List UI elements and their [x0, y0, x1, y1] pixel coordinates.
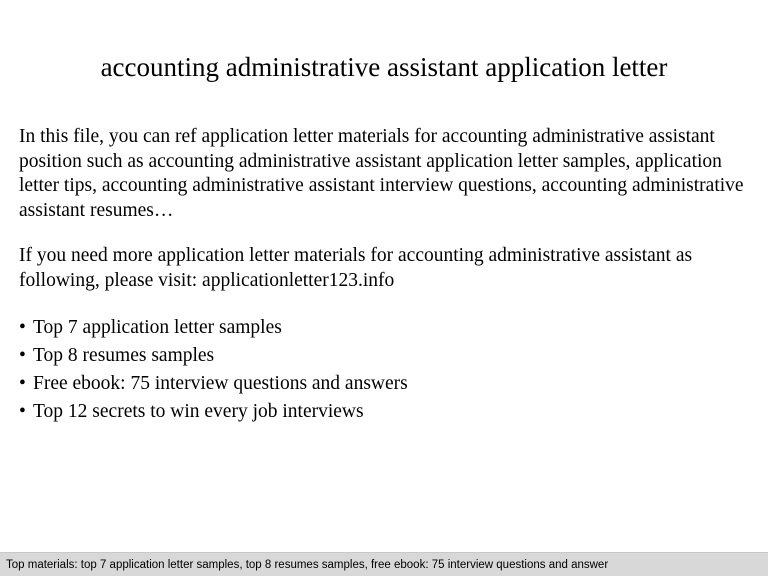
list-item-text: Free ebook: 75 interview questions and answers: [33, 373, 408, 394]
bullet-icon: •: [19, 401, 26, 422]
footer-bar: Top materials: top 7 application letter samples, top 8 resumes samples, free ebook: 75 interview questions and answer: [0, 552, 768, 576]
bullet-icon: •: [19, 317, 26, 338]
intro-paragraph: In this file, you can ref application letter materials for accounting administrative assistant position such as accounting administrative assistant application letter samples, application letter tips, accounting administrative assistant interview questions, accounting administrative assistant resumes…: [19, 126, 744, 221]
list-item-text: Top 8 resumes samples: [33, 345, 215, 366]
list-item: [19, 342, 408, 370]
list-item: [19, 370, 408, 398]
list-item-text: Top 7 application letter samples: [33, 317, 282, 338]
list-item: [19, 398, 408, 426]
list-item-text: Top 12 secrets to win every job interviews: [33, 401, 364, 422]
list-item: [19, 314, 408, 342]
visit-paragraph: If you need more application letter materials for accounting administrative assistant as following, please visit: applicationletter123.info: [19, 245, 693, 291]
bullet-icon: •: [19, 345, 26, 366]
slide-title: accounting administrative assistant application letter: [100, 52, 668, 82]
materials-list: [19, 314, 408, 426]
bullet-icon: •: [19, 373, 26, 394]
